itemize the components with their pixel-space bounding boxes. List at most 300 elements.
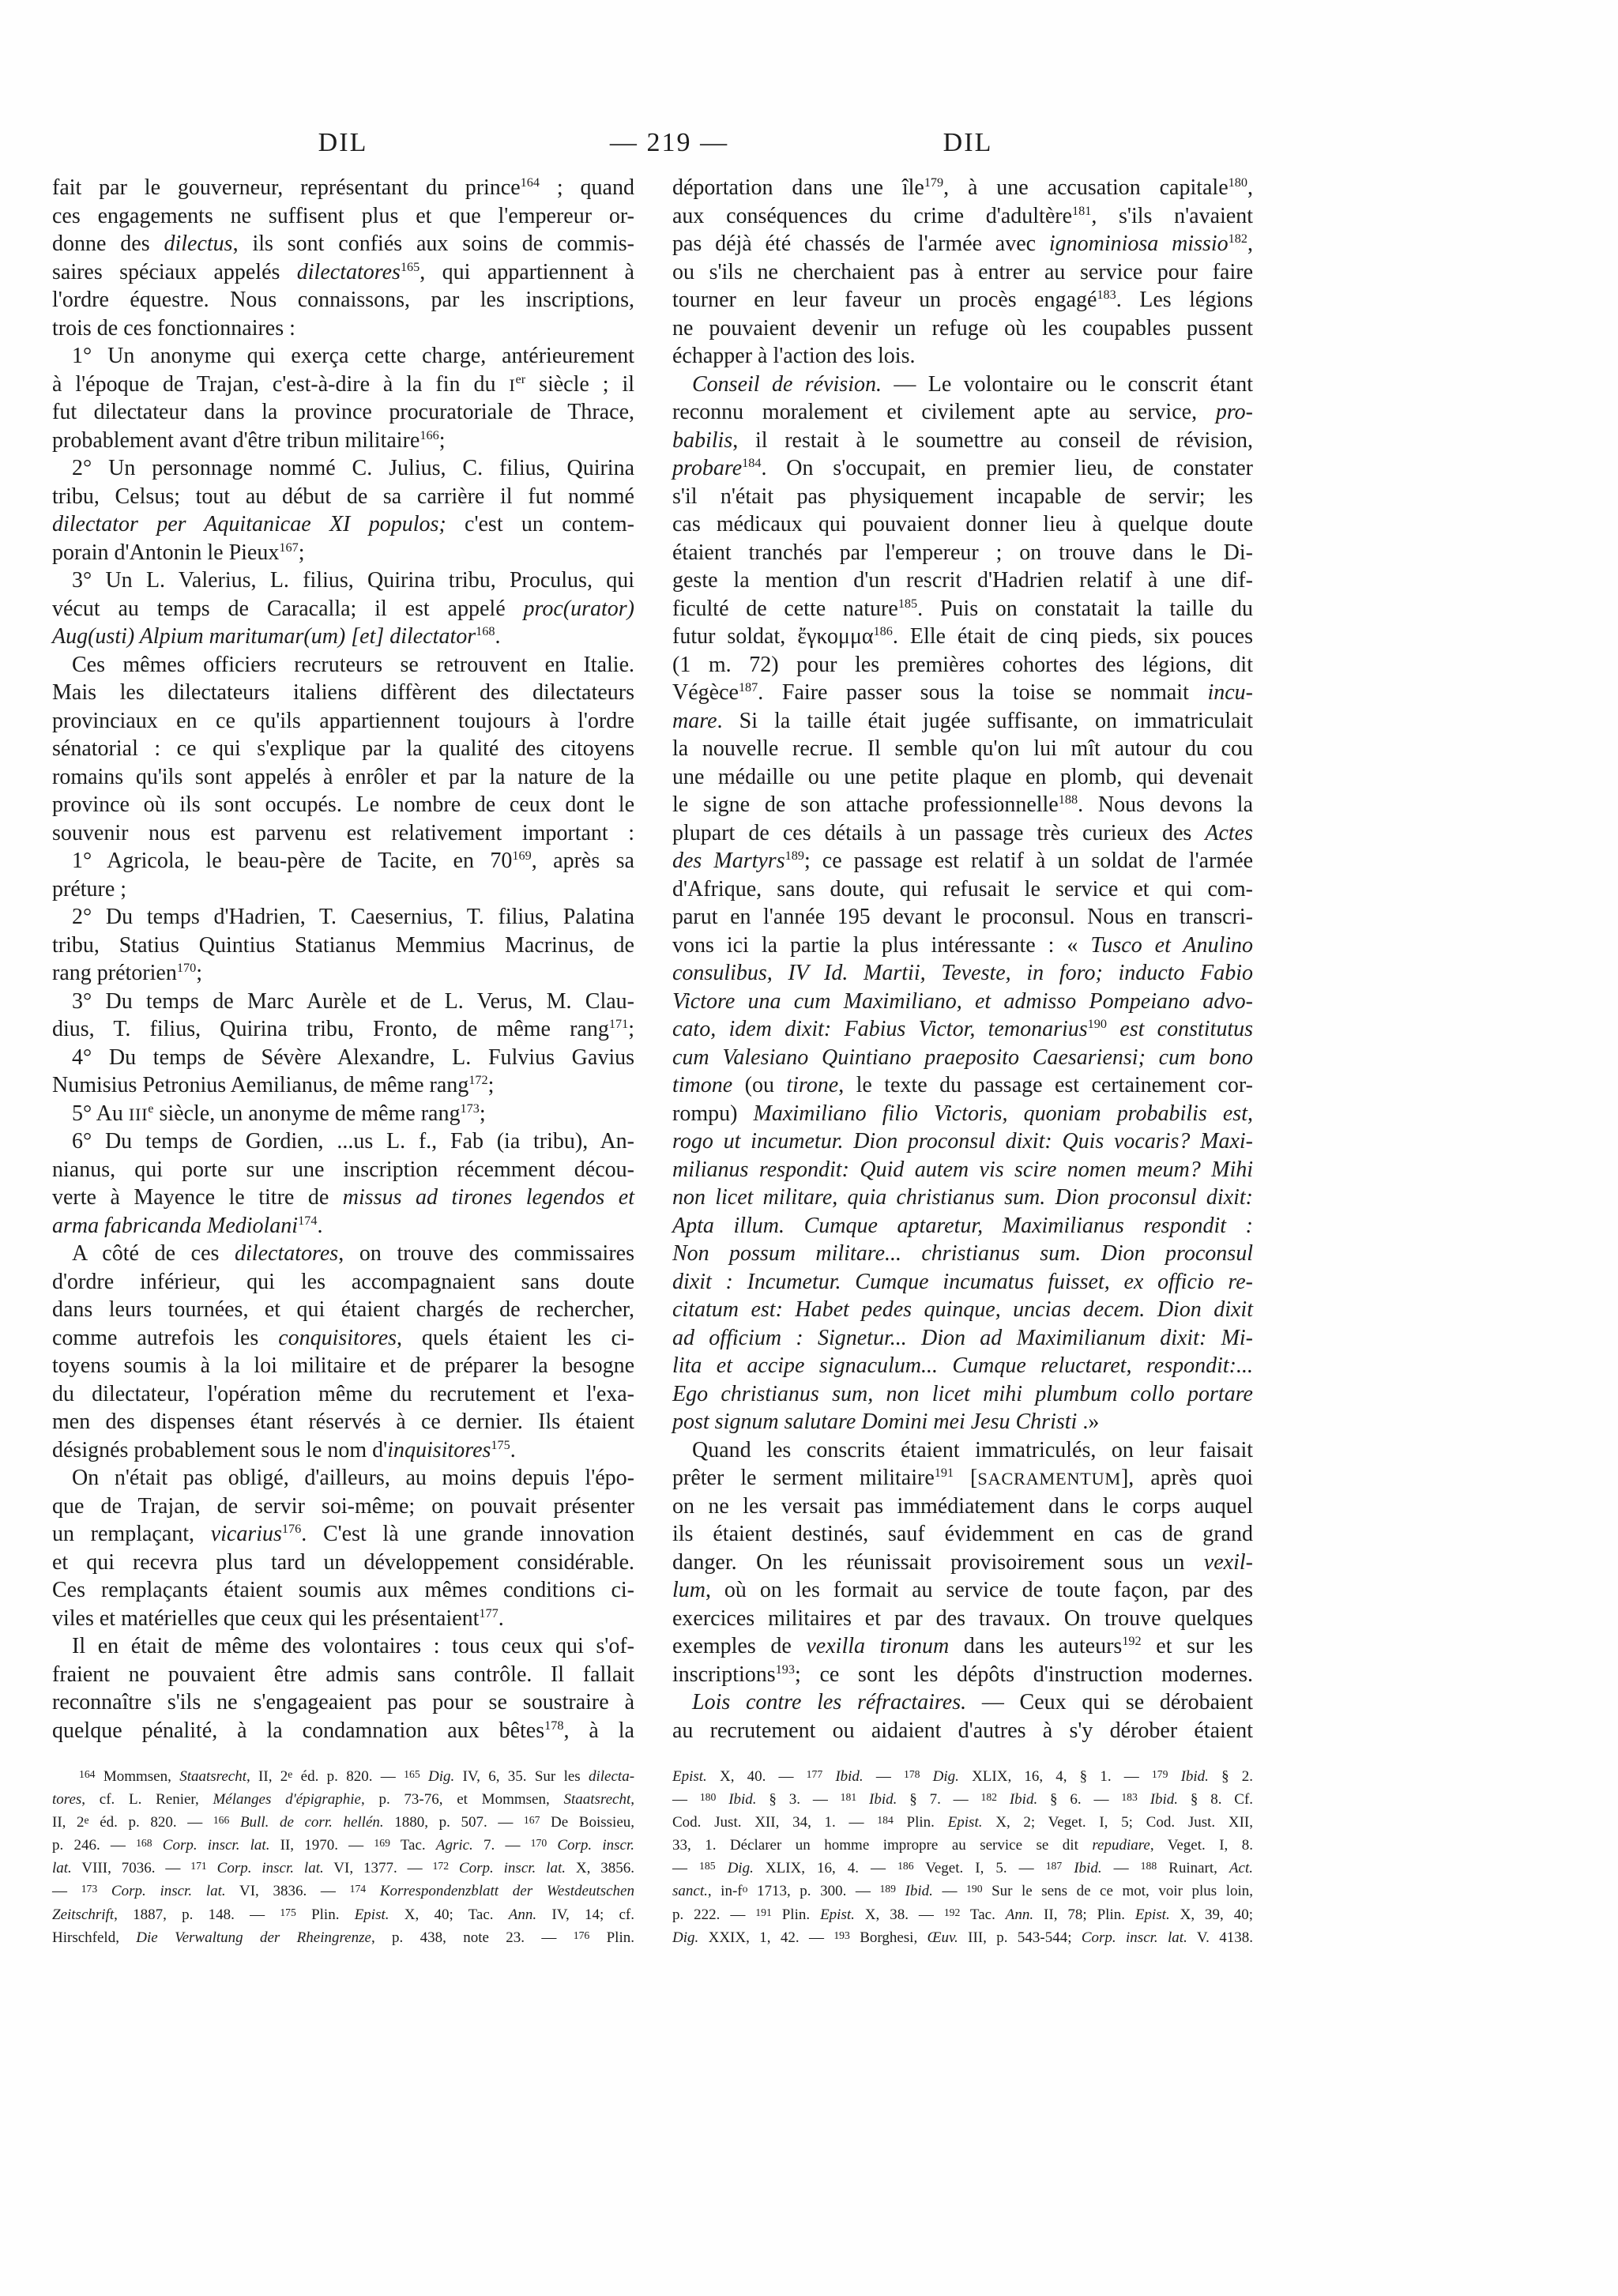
italic-run: dilectus <box>164 231 233 256</box>
text-line <box>672 539 1253 567</box>
text-run: , II, 2 <box>246 1768 288 1785</box>
text-run: 5° Au <box>72 1101 129 1126</box>
text-line <box>672 454 1253 483</box>
italic-run: Œuv. <box>927 1929 958 1946</box>
note-reference: 165 <box>400 259 420 274</box>
footnote-line <box>672 1811 1253 1834</box>
text-run: II, 2 <box>52 1814 85 1831</box>
text-run: trois de ces fonctionnaires : <box>52 315 295 341</box>
text-run <box>997 1791 1010 1808</box>
footnote-number: 174 <box>349 1883 367 1895</box>
note-reference: 189 <box>785 848 804 863</box>
text-run: , il restait à le soumettre au conseil de révision, <box>732 427 1253 453</box>
text-run: Mommsen, <box>95 1768 180 1785</box>
text-run: ces engagements ne suffisent plus et que l'empereur or- <box>52 203 634 228</box>
italic-run: mare <box>672 708 717 733</box>
italic-run: Ibid. <box>905 1883 933 1900</box>
text-line <box>672 1436 1253 1465</box>
footnote-number: 181 <box>840 1791 857 1803</box>
text-run: provinciaux en ce qu'ils appartiennent toujours à l'ordre <box>52 708 634 733</box>
text-run: XLIX, 16, 4. — <box>753 1860 898 1877</box>
text-run: . <box>317 1213 323 1238</box>
text-run: X, 3856. <box>566 1860 635 1877</box>
text-line <box>52 903 634 932</box>
text-run: désignés probablement sous le nom d' <box>52 1437 388 1462</box>
text-run: , ils sont confiés aux soins de commis- <box>232 231 634 256</box>
text-line <box>672 1296 1253 1324</box>
footnote-number: 184 <box>877 1814 894 1827</box>
text-line <box>672 398 1253 427</box>
text-run: dans leurs tournées, et qui étaient chargés de rechercher, <box>52 1297 634 1322</box>
text-run: , p. 73-76, et Mommsen, <box>360 1791 564 1809</box>
italic-run: Epist. <box>1134 1906 1170 1923</box>
text-run: , quels étaient les ci- <box>397 1325 634 1350</box>
text-run: souvenir nous est parvenu est relativement important : <box>52 820 634 845</box>
italic-run: Ann. <box>1005 1906 1034 1923</box>
italic-run: Conseil de révision. <box>692 371 882 397</box>
italic-run: vexil- <box>1203 1549 1253 1575</box>
text-run: , p. 438, note 23. — <box>371 1929 574 1946</box>
text-run: , on trouve des commissaires <box>338 1241 634 1266</box>
text-run: , qui appartiennent à <box>420 259 634 284</box>
text-run: déportation dans une île <box>672 175 924 200</box>
text-line <box>52 1184 634 1212</box>
text-line <box>672 1605 1253 1633</box>
text-line <box>52 1071 634 1100</box>
italic-run: Ego christianus sum, non licet mihi plumbum collo portare <box>672 1381 1253 1406</box>
text-line <box>52 595 634 623</box>
text-run: Plin. <box>893 1814 948 1831</box>
note-reference: 175 <box>491 1437 510 1452</box>
text-line <box>52 875 634 904</box>
footnotes-right <box>672 1765 1253 1949</box>
italic-run: Victore una cum Maximiliano, et admisso Pompeiano advo- <box>672 988 1253 1014</box>
text-run: IV, 14; cf. <box>536 1906 634 1923</box>
note-reference: 182 <box>1228 231 1247 246</box>
italic-run: Dig. <box>727 1860 754 1877</box>
text-line <box>672 1717 1253 1745</box>
italic-run: Ibid. <box>1150 1791 1179 1809</box>
italic-run: post signum salutare Domini mei Jesu Christi <box>672 1410 1078 1434</box>
text-run: , s'ils n'avaient <box>1091 203 1253 228</box>
text-run: II, 78; Plin. <box>1033 1906 1135 1923</box>
footnote-number: 177 <box>806 1767 823 1780</box>
italic-run: Ibid. <box>1009 1791 1038 1809</box>
text-run: . Puis on constatait la taille du <box>917 596 1254 621</box>
footnote-number: 173 <box>81 1883 98 1895</box>
text-line <box>52 932 634 960</box>
note-reference: 187 <box>738 679 758 694</box>
italic-run: cato, idem dixit: Fabius Victor, temonarius <box>672 1017 1088 1041</box>
text-run <box>920 1768 933 1785</box>
text-run: exemples de <box>672 1634 807 1658</box>
small-caps-run: III <box>128 1104 149 1124</box>
text-run: Hirschfeld, <box>52 1929 137 1946</box>
text-run: , <box>1247 231 1253 256</box>
footnotes-left <box>52 1765 634 1949</box>
text-line <box>672 735 1253 763</box>
text-line <box>672 1127 1253 1156</box>
text-line <box>52 1044 634 1072</box>
note-reference: 185 <box>897 596 918 611</box>
text-run <box>547 1837 557 1854</box>
footnote-line <box>672 1834 1253 1857</box>
italic-run: repudiare <box>1092 1837 1150 1854</box>
text-run: exercices militaires et par des travaux. On trouve quelques <box>672 1605 1253 1631</box>
text-run <box>449 1860 459 1876</box>
text-line <box>672 1100 1253 1128</box>
text-line <box>52 1576 634 1605</box>
text-run: Tac. <box>960 1906 1006 1923</box>
text-run: 3° Un L. Valerius, L. filius, Quirina tribu, Proculus, qui <box>72 568 634 593</box>
text-line <box>672 1492 1253 1521</box>
text-run: une médaille ou une petite plaque en plomb, qui devenait <box>672 764 1253 789</box>
text-run: tribu, Celsus; tout au début de sa carrière il fut nommé <box>52 484 634 509</box>
footnote-line <box>672 1880 1253 1903</box>
text-run: X, 2; Veget. I, 5; Cod. Just. XII, <box>982 1814 1254 1831</box>
footnote-line <box>52 1834 634 1857</box>
text-run: Ces remplaçants étaient soumis aux mêmes conditions ci- <box>52 1578 634 1602</box>
text-run: — <box>52 1883 81 1900</box>
text-run: reconnu moralement et civilement apte au service, <box>672 400 1216 424</box>
text-run: province où ils sont occupés. Le nombre de ceux dont le <box>52 792 634 817</box>
text-run: § 2. <box>1208 1768 1253 1785</box>
text-run <box>1168 1768 1180 1785</box>
text-run: Borghesi, <box>849 1929 928 1946</box>
italic-run: Corp. inscr. lat. <box>216 1860 324 1877</box>
text-run: comme autrefois les <box>52 1325 279 1350</box>
text-line <box>52 1015 634 1044</box>
text-run: ; <box>196 961 202 985</box>
text-run: XXIX, 1, 42. — <box>698 1929 834 1946</box>
text-run: Sur le sens de ce mot, voir plus loin, <box>982 1883 1254 1900</box>
text-line <box>672 1688 1253 1717</box>
text-line <box>52 1296 634 1324</box>
text-run <box>822 1768 835 1785</box>
text-run <box>207 1860 217 1876</box>
text-run: . Nous devons la <box>1078 792 1253 817</box>
text-run: l'ordre équestre. Nous connaissons, par les inscriptions, <box>52 288 634 312</box>
text-line <box>52 791 634 819</box>
text-run: étaient tranchés par l'empereur ; on trouve dans le Di- <box>672 540 1253 565</box>
text-run: 7. — <box>472 1837 531 1854</box>
text-run: danger. On les réunissait provisoirement sous un <box>672 1549 1204 1575</box>
text-line <box>672 1212 1253 1240</box>
text-line <box>672 1661 1253 1689</box>
text-line <box>672 1240 1253 1268</box>
text-run: On n'était pas obligé, d'ailleurs, au moins depuis l'épo- <box>72 1466 634 1490</box>
text-line <box>672 1464 1253 1492</box>
italic-run: Dig. <box>932 1768 959 1785</box>
text-run: . <box>510 1437 516 1462</box>
text-line <box>672 791 1253 819</box>
italic-run: Aug(usti) Alpium maritumar(um) [et] dilectator <box>52 624 476 649</box>
text-run: et qui recevra plus tard un développement considérable. <box>52 1549 634 1575</box>
text-line <box>52 847 634 875</box>
text-run: , cf. L. Renier, <box>81 1791 213 1809</box>
text-line <box>52 510 634 539</box>
text-line <box>672 566 1253 595</box>
italic-run: inquisitores <box>387 1437 491 1462</box>
text-run: que de Trajan, de servir soi-même; on pouvait présenter <box>52 1493 634 1519</box>
text-line <box>52 763 634 792</box>
left-text-column <box>52 174 634 1745</box>
text-run: pas déjà été chassés de l'armée avec <box>672 231 1049 256</box>
text-run <box>1062 1860 1074 1876</box>
text-run: sénatorial : ce qui s'explique par la qualité des citoyens <box>52 736 634 761</box>
text-line <box>52 454 634 483</box>
italic-run: citatum est: Habet pedes quinque, uncias decem. Dion dixit <box>672 1297 1253 1322</box>
text-run: . Si la taille était jugée suffisante, on immatriculait <box>717 708 1253 733</box>
note-reference: 169 <box>512 848 532 863</box>
text-line <box>672 595 1253 623</box>
footnote-number: 190 <box>966 1883 983 1895</box>
text-run: et sur les <box>1141 1634 1253 1658</box>
text-line <box>52 1352 634 1380</box>
italic-run: proc(urator) <box>523 596 634 621</box>
italic-run: non licet militare, quia christianus sum. Dion proconsul dixit: <box>672 1185 1253 1210</box>
text-line <box>52 314 634 343</box>
italic-run: tores <box>52 1791 82 1809</box>
text-run: Plin. <box>589 1929 634 1946</box>
text-run: un remplaçant, <box>52 1522 211 1546</box>
text-run: fut dilectateur dans la province procuratoriale de Thrace, <box>52 400 634 424</box>
text-line <box>672 1549 1253 1577</box>
text-run: ; <box>487 1073 495 1097</box>
text-run: geste la mention d'un rescrit d'Hadrien relatif à une dif- <box>672 568 1253 593</box>
footnote-line <box>672 1788 1253 1811</box>
text-line <box>52 1605 634 1633</box>
footnote-number: e <box>288 1767 293 1780</box>
text-run: 1° Un anonyme qui exerça cette charge, antérieurement <box>72 344 634 368</box>
italic-run: Ibid. <box>1074 1860 1102 1877</box>
footnote-number: 165 <box>404 1767 420 1780</box>
page-number: — 219 — <box>609 128 729 157</box>
italic-run: Bull. de corr. hellén. <box>239 1814 384 1831</box>
text-line <box>52 988 634 1016</box>
text-line <box>52 539 634 567</box>
text-run: . Faire passer sous la toise se nommait <box>758 680 1208 705</box>
italic-run: arma fabricanda Mediolani <box>52 1213 299 1238</box>
text-run: , Veget. I, 8. <box>1150 1837 1254 1854</box>
text-run: § 7. — <box>897 1791 981 1809</box>
text-run: ; ce sont les dépôts d'instruction modernes. <box>795 1662 1253 1687</box>
text-line <box>52 1492 634 1521</box>
italic-run: rogo ut incumetur. Dion proconsul dixit: Quis vocaris? Maxi- <box>672 1129 1253 1154</box>
italic-run: lat. <box>52 1860 72 1877</box>
note-reference: 164 <box>520 175 540 190</box>
note-reference: 176 <box>281 1521 302 1536</box>
italic-run: tirone <box>786 1073 839 1097</box>
text-run: — Le volontaire ou le conscrit étant <box>881 371 1253 397</box>
italic-run: sanct. <box>672 1883 708 1900</box>
italic-run: Ibid. <box>1180 1768 1209 1785</box>
text-run: III, p. 543-544; <box>958 1929 1082 1946</box>
note-reference: 188 <box>1058 792 1078 807</box>
text-run: siècle ; il <box>525 371 634 397</box>
text-line <box>52 566 634 595</box>
text-run: X, 40; Tac. <box>389 1906 509 1923</box>
text-run: d'Afrique, sans doute, qui refusait le service et qui com- <box>672 876 1253 901</box>
text-run: parut en l'année 195 devant le proconsul. Nous en transcri- <box>672 905 1253 929</box>
note-reference: 186 <box>873 623 893 638</box>
text-line <box>672 1156 1253 1184</box>
italic-run: babilis <box>672 427 733 453</box>
text-run: vons ici la partie la plus intéressante : « <box>672 932 1091 958</box>
italic-run: ad officium : Signetur... Dion ad Maximilianum dixit: Mi- <box>672 1325 1253 1350</box>
text-run: cas médicaux qui pouvaient donner lieu à quelque doute <box>672 512 1253 536</box>
footnote-number: 193 <box>833 1929 850 1941</box>
text-line <box>672 286 1253 314</box>
text-run: Veget. I, 5. — <box>913 1860 1046 1877</box>
footnote-number: 176 <box>573 1929 590 1941</box>
text-run: Tac. <box>389 1837 436 1854</box>
small-caps-run: I <box>509 375 516 395</box>
text-line <box>672 1380 1253 1409</box>
text-run: . <box>495 624 501 649</box>
note-reference: 170 <box>176 960 197 975</box>
text-run: Plin. <box>295 1906 355 1923</box>
text-run: ou s'ils ne cherchaient pas à entrer au service pour faire <box>672 259 1253 284</box>
text-line <box>672 371 1253 399</box>
italic-run: missus ad tirones legendos et <box>342 1185 635 1210</box>
note-reference: 180 <box>1228 175 1247 190</box>
text-run <box>716 1791 728 1808</box>
text-line <box>52 371 634 399</box>
note-reference: 178 <box>544 1718 564 1733</box>
footnote-number: 170 <box>530 1837 547 1850</box>
note-reference: 166 <box>420 427 439 442</box>
text-line <box>52 230 634 258</box>
text-run: — <box>672 1791 700 1809</box>
text-run: Cod. Just. XII, 34, 1. — <box>672 1814 878 1831</box>
text-run: romains qu'ils sont appelés à enrôler et par la nature de la <box>52 764 634 789</box>
text-line <box>672 819 1253 848</box>
italic-run: Apta illum. Cumque aptaretur, Maximilianus respondit : <box>672 1213 1253 1238</box>
text-run: Ces mêmes officiers recruteurs se retrouvent en Italie. <box>72 652 634 677</box>
footnote-line <box>52 1788 634 1811</box>
text-run: verte à Mayence le titre de <box>52 1185 343 1210</box>
text-run: siècle, un anonyme de même rang <box>153 1101 461 1126</box>
right-text-column <box>672 174 1253 1745</box>
text-line <box>52 1717 634 1745</box>
text-run: Il en était de même des volontaires : tous ceux qui s'of- <box>72 1634 634 1658</box>
text-run: ; <box>628 1017 634 1041</box>
text-run: ; quand <box>540 175 634 200</box>
footnote-line <box>672 1903 1253 1926</box>
text-line <box>672 875 1253 904</box>
text-run: Numisius Petronius Aemilianus, de même rang <box>52 1073 469 1097</box>
note-reference: 193 <box>775 1662 796 1677</box>
text-run: fait par le gouverneur, représentant du prince <box>52 175 521 200</box>
text-line <box>672 1520 1253 1549</box>
text-run: d'ordre inférieur, qui les accompagnaient sans doute <box>52 1269 634 1294</box>
text-run: ne pouvaient devenir un refuge où les coupables pussent <box>672 315 1253 341</box>
text-run: , <box>1247 175 1253 200</box>
italic-run: timone <box>672 1073 733 1097</box>
footnote-number: 186 <box>897 1860 914 1873</box>
text-line <box>52 1688 634 1717</box>
text-line <box>52 1240 634 1268</box>
text-line <box>672 510 1253 539</box>
text-run: X, 38. — <box>854 1906 944 1923</box>
text-run: , <box>630 1791 634 1809</box>
footnote-line <box>52 1765 634 1788</box>
text-line <box>672 1408 1253 1436</box>
text-run: dans les auteurs <box>949 1634 1123 1658</box>
text-line <box>52 651 634 679</box>
footnote-number: 171 <box>190 1860 207 1873</box>
text-run: tribu, Statius Quintius Statianus Memmius Macrinus, de <box>52 932 634 958</box>
text-run: plupart de ces détails à un passage très curieux des <box>672 820 1206 845</box>
footnote-number: e <box>84 1814 89 1827</box>
text-line <box>52 679 634 707</box>
text-run: éd. p. 820. — <box>88 1814 213 1831</box>
text-run: inscriptions <box>672 1662 776 1687</box>
italic-run: Staatsrecht <box>563 1791 631 1809</box>
italic-run: Dig. <box>672 1929 699 1946</box>
text-run: probablement avant d'être tribun militaire <box>52 427 420 453</box>
italic-run: dilectatores <box>235 1241 339 1266</box>
note-reference: 172 <box>468 1072 488 1087</box>
text-run: Quand les conscrits étaient immatriculés, on leur faisait <box>692 1437 1253 1462</box>
italic-run: cum Valesiano Quintiano praeposito Caesariensi; cum bono <box>672 1044 1253 1070</box>
footnote-line <box>672 1926 1253 1949</box>
note-reference: 191 <box>934 1465 954 1480</box>
text-line <box>52 342 634 371</box>
text-run: . Les légions <box>1116 288 1254 312</box>
text-line <box>672 342 1253 371</box>
italic-run: pro- <box>1215 400 1253 424</box>
footnote-number: 178 <box>904 1767 920 1780</box>
text-line <box>672 427 1253 455</box>
note-reference: 181 <box>1072 203 1092 218</box>
text-run: 2° Un personnage nommé C. Julius, C. filius, Quirina <box>72 456 634 480</box>
note-reference: 177 <box>479 1605 499 1620</box>
text-run: préture ; <box>52 876 127 901</box>
footnote-number: 187 <box>1045 1860 1063 1873</box>
text-run <box>229 1814 240 1831</box>
footnote-line <box>52 1926 634 1949</box>
italic-run: Ibid. <box>869 1791 897 1809</box>
text-line <box>672 314 1253 343</box>
footnote-number: 188 <box>1140 1860 1157 1873</box>
text-run: , à une accusation capitale <box>943 175 1229 200</box>
text-line <box>672 1071 1253 1100</box>
text-run: saires spéciaux appelés <box>52 259 297 284</box>
text-line <box>672 1324 1253 1353</box>
text-run: quelque pénalité, à la condamnation aux bêtes <box>52 1718 545 1743</box>
text-run: porain d'Antonin le Pieux <box>52 540 280 565</box>
small-caps-run: SACRAMENTUM <box>977 1469 1121 1489</box>
text-run: le signe de son attache professionnelle <box>672 792 1059 817</box>
text-line <box>52 286 634 314</box>
text-run: Végèce <box>672 680 739 705</box>
text-run: rang prétorien <box>52 961 177 985</box>
footnote-number: 172 <box>432 1860 450 1873</box>
footnote-number: o <box>742 1883 748 1895</box>
text-run: reconnaître s'ils ne s'engageaient pas pour se soustraire à <box>52 1690 634 1714</box>
italic-run: Ibid. <box>728 1791 757 1809</box>
italic-run: Ibid. <box>835 1768 864 1785</box>
italic-run: Epist. <box>672 1768 707 1785</box>
text-line <box>672 623 1253 651</box>
text-run: au recrutement ou aidaient d'autres à s'y dérober étaient <box>672 1718 1253 1743</box>
text-line <box>672 202 1253 231</box>
text-run: toyens soumis à la loi militaire et de préparer la besogne <box>52 1353 634 1378</box>
text-run: ; <box>298 540 305 565</box>
note-reference: 192 <box>1122 1633 1142 1648</box>
